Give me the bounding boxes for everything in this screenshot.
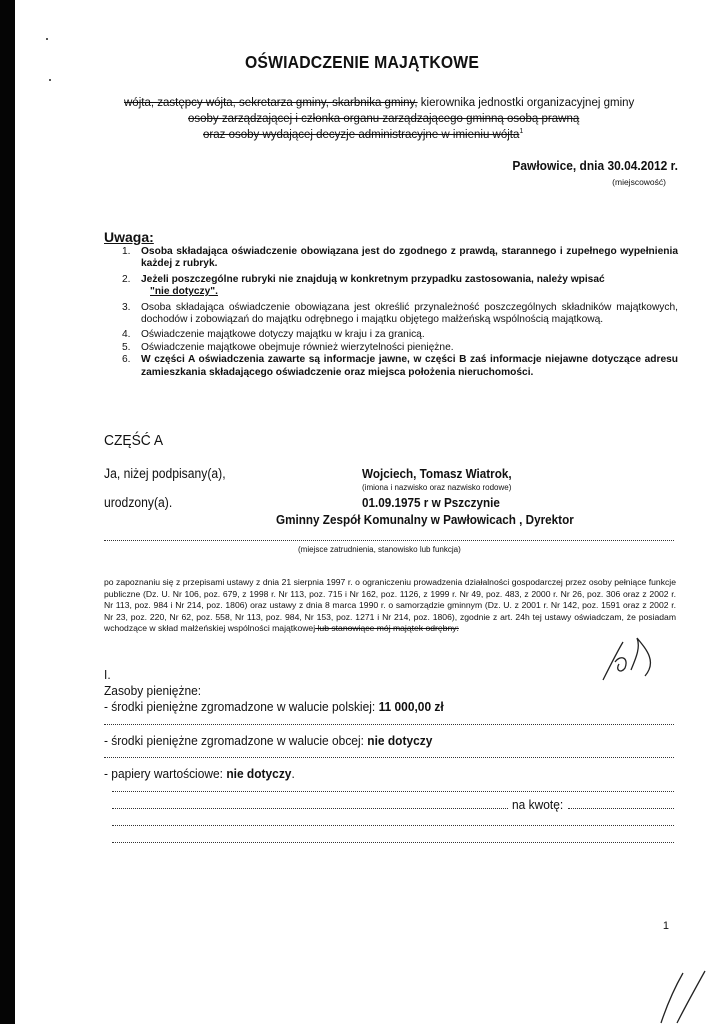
dotted-line — [112, 808, 508, 809]
pln-row — [104, 699, 444, 714]
note-text: Jeżeli poszczególne rubryki nie znajdują w konkretnym przypadku zastosowania, należy wpisać — [141, 273, 605, 285]
header-line-2: osoby zarządzającej i członka organu zarządzającego gminną osobą prawną — [188, 113, 580, 125]
note-number: 4. — [122, 329, 131, 341]
note-text: Osoba składająca oświadczenie obowiązana jest określić przynależność poszczególnych składników majątkowych, dochodów i zobowiązań do majątku odrębnego i majątku objętego małżeńską wspólnością majątkową. — [141, 301, 678, 326]
note-quoted: "nie dotyczy". — [150, 286, 218, 298]
declarant-name: Wojciech, Tomasz Wiatrok, — [362, 466, 512, 481]
note-item — [112, 354, 678, 379]
securities-label: - papiery wartościowe: — [104, 766, 227, 781]
note-number: 6. — [122, 354, 131, 366]
foreign-row — [104, 733, 432, 748]
pln-label: - środki pieniężne zgromadzone w walucie polskiej: — [104, 699, 379, 714]
securities-tail: . — [291, 766, 295, 781]
employer-value: Gminny Zespół Komunalny w Pawłowicach , Dyrektor — [276, 512, 574, 527]
header-line-3 — [203, 128, 523, 141]
legal-text: po zapoznaniu się z przepisami ustawy z dnia 21 sierpnia 1997 r. o ograniczeniu prowadzenia działalności gospodarczej przez osoby pełniące funkcje publiczne (Dz. U. Nr 106, poz. 679, z 1998 r. Nr 113, poz. 715 i Nr 162, poz. 1126, z 1999 r. Nr 49, poz. 483, z 2000 r. Nr 26, poz. 306 oraz z 2002 r. Nr 113, poz. 984 i Nr 214, poz. 1806) oraz ustawy z dnia 8 marca 1990 r. o samorządzie gminnym (Dz. U. z 2001 r. Nr 142, poz. 1591 oraz z 2002 r. Nr 23, poz. 220, Nr 62, poz. 558, Nr 113, poz. 984, Nr 153, poz. 1271 i Nr 214, poz. 1806), zgodnie z art. 24h tej ustawy oświadczam, że posiadam wchodzące w skład małżeńskiej wspólności majątkowej — [104, 577, 676, 634]
scan-speck — [46, 38, 48, 40]
note-text: Oświadczenie majątkowe obejmuje również wierzytelności pieniężne. — [141, 341, 454, 353]
note-item — [112, 274, 678, 299]
dotted-line — [112, 791, 674, 792]
note-number: 3. — [122, 301, 131, 313]
name-caption: (imiona i nazwisko oraz nazwisko rodowe) — [362, 483, 512, 492]
notes-list — [112, 246, 678, 379]
note-item — [112, 329, 678, 341]
page-number: 1 — [662, 920, 669, 932]
dotted-line — [568, 808, 674, 809]
corner-initials — [655, 965, 724, 1024]
dotted-line — [104, 540, 674, 541]
note-item — [112, 246, 678, 271]
dotted-line — [112, 825, 674, 826]
document-title: OŚWIADCZENIE MAJĄTKOWE — [244, 52, 480, 72]
securities-value: nie dotyczy — [226, 766, 292, 781]
dotted-line — [104, 757, 674, 758]
foreign-value: nie dotyczy — [367, 733, 433, 748]
header-line-1 — [124, 97, 634, 109]
note-number: 1. — [122, 246, 131, 257]
place-date: Pawłowice, dnia 30.04.2012 r. — [512, 158, 678, 173]
dotted-line — [112, 842, 674, 843]
born-value: 01.09.1975 r w Pszczynie — [362, 495, 500, 510]
section-1-roman: I. — [104, 667, 111, 682]
header-line-1-rest: kierownika jednostki organizacyjnej gminy — [417, 97, 635, 109]
note-number: 5. — [122, 341, 131, 353]
dotted-line — [104, 724, 674, 725]
signature-initials — [585, 620, 685, 684]
scan-speck — [49, 79, 51, 81]
employer-caption: (miejsce zatrudnienia, stanowisko lub funkcja) — [298, 545, 461, 554]
signed-label: Ja, niżej podpisany(a), — [104, 466, 226, 481]
header-line-3-struck: oraz osoby wydającej decyzje administracyjne w imieniu wójta — [203, 128, 520, 141]
legal-struck-text: lub stanowiące mój majątek odrębny: — [315, 623, 459, 634]
born-label: urodzony(a). — [104, 495, 173, 510]
place-caption: (miejscowość) — [612, 177, 666, 187]
note-text: W części A oświadczenia zawarte są informacje jawne, w części B zaś informacje niejawne dotyczące adresu zamieszkania składającego oświadczenie oraz miejsca położenia nieruchomości. — [141, 354, 678, 378]
securities-row — [104, 766, 295, 781]
note-item — [112, 302, 678, 327]
pln-value: 11 000,00 zł — [378, 699, 444, 714]
footnote-marker: 1 — [519, 128, 524, 135]
header-line-1-struck: wójta, zastępcy wójta, sekretarza gminy, skarbnika gminy, — [124, 97, 418, 109]
note-item — [112, 342, 678, 354]
scan-edge-bar — [0, 0, 15, 1024]
notes-heading: Uwaga: — [104, 229, 154, 245]
section-1-heading: Zasoby pieniężne: — [104, 683, 202, 698]
part-a-heading: CZĘŚĆ A — [104, 432, 164, 449]
note-text: Osoba składająca oświadczenie obowiązana jest do zgodnego z prawdą, starannego i zupełnego wypełnienia każdej z rubryk. — [141, 246, 678, 270]
note-number: 2. — [122, 273, 131, 285]
foreign-label: - środki pieniężne zgromadzone w walucie obcej: — [104, 733, 368, 748]
amount-label: na kwotę: — [512, 797, 564, 812]
note-text: Oświadczenie majątkowe dotyczy majątku w kraju i za granicą. — [141, 329, 425, 341]
